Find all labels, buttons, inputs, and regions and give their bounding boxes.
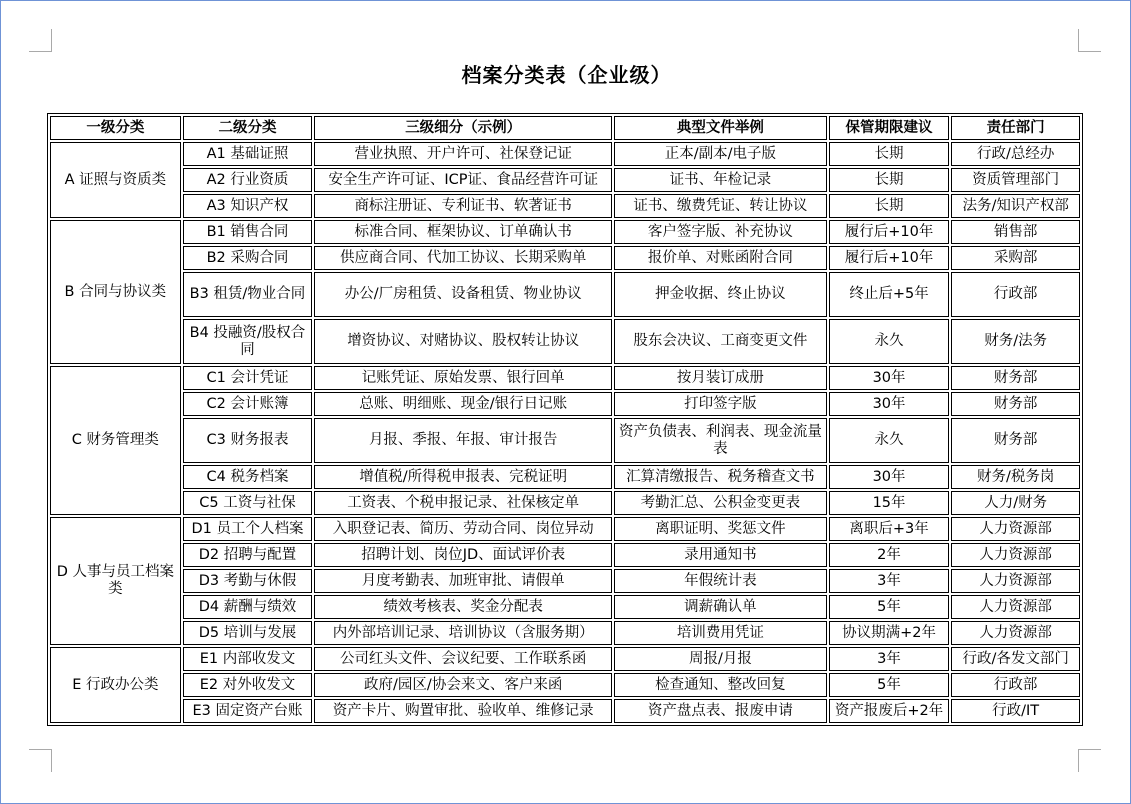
dept-cell: 人力资源部 [951, 543, 1080, 567]
detail-cell: 入职登记表、简历、劳动合同、岗位异动 [314, 517, 612, 541]
dept-cell: 法务/知识产权部 [951, 194, 1080, 218]
subcategory-cell: D4 薪酬与绩效 [183, 595, 313, 619]
detail-cell: 增值税/所得税申报表、完税证明 [314, 465, 612, 489]
table-row [50, 168, 1080, 192]
period-cell: 30年 [829, 366, 950, 390]
margin-mark-top-left [29, 29, 52, 52]
margin-mark-bottom-left [29, 749, 52, 772]
period-cell: 长期 [829, 194, 950, 218]
subcategory-cell: D5 培训与发展 [183, 621, 313, 645]
example-cell: 录用通知书 [614, 543, 827, 567]
table-row [50, 673, 1080, 697]
detail-cell: 政府/园区/协会来文、客户来函 [314, 673, 612, 697]
example-cell: 检查通知、整改回复 [614, 673, 827, 697]
table-row [50, 569, 1080, 593]
table-row [50, 699, 1080, 723]
subcategory-cell: B4 投融资/股权合同 [183, 319, 313, 364]
subcategory-cell: A1 基础证照 [183, 142, 313, 166]
example-cell: 资产盘点表、报废申请 [614, 699, 827, 723]
dept-cell: 人力资源部 [951, 595, 1080, 619]
dept-cell: 人力资源部 [951, 569, 1080, 593]
dept-cell: 财务部 [951, 392, 1080, 416]
table-row [50, 220, 1080, 244]
table-row [50, 543, 1080, 567]
period-cell: 5年 [829, 595, 950, 619]
dept-cell: 人力资源部 [951, 621, 1080, 645]
table-row [50, 366, 1080, 390]
document-title: 档案分类表（企业级） [461, 63, 672, 87]
subcategory-cell: A2 行业资质 [183, 168, 313, 192]
detail-cell: 标准合同、框架协议、订单确认书 [314, 220, 612, 244]
detail-cell: 营业执照、开户许可、社保登记证 [314, 142, 612, 166]
subcategory-cell: B3 租赁/物业合同 [183, 272, 313, 317]
detail-cell: 安全生产许可证、ICP证、食品经营许可证 [314, 168, 612, 192]
subcategory-cell: D2 招聘与配置 [183, 543, 313, 567]
period-cell: 履行后+10年 [829, 246, 950, 270]
table-row [50, 392, 1080, 416]
period-cell: 终止后+5年 [829, 272, 950, 317]
example-cell: 押金收据、终止协议 [614, 272, 827, 317]
period-cell: 3年 [829, 647, 950, 671]
subcategory-cell: A3 知识产权 [183, 194, 313, 218]
category-cell: C 财务管理类 [50, 366, 181, 515]
example-cell: 资产负债表、利润表、现金流量表 [614, 418, 827, 463]
detail-cell: 办公/厂房租赁、设备租赁、物业协议 [314, 272, 612, 317]
category-cell: E 行政办公类 [50, 647, 181, 723]
detail-cell: 供应商合同、代加工协议、长期采购单 [314, 246, 612, 270]
dept-cell: 财务/法务 [951, 319, 1080, 364]
table-row [50, 465, 1080, 489]
dept-cell: 销售部 [951, 220, 1080, 244]
period-cell: 30年 [829, 465, 950, 489]
example-cell: 打印签字版 [614, 392, 827, 416]
detail-cell: 月报、季报、年报、审计报告 [314, 418, 612, 463]
dept-cell: 行政/总经办 [951, 142, 1080, 166]
period-cell: 履行后+10年 [829, 220, 950, 244]
category-cell: D 人事与员工档案类 [50, 517, 181, 645]
example-cell: 年假统计表 [614, 569, 827, 593]
subcategory-cell: D1 员工个人档案 [183, 517, 313, 541]
period-cell: 30年 [829, 392, 950, 416]
table-row [50, 272, 1080, 317]
detail-cell: 增资协议、对赌协议、股权转让协议 [314, 319, 612, 364]
table-row [50, 418, 1080, 463]
period-cell: 5年 [829, 673, 950, 697]
dept-cell: 行政部 [951, 673, 1080, 697]
dept-cell: 采购部 [951, 246, 1080, 270]
subcategory-cell: B2 采购合同 [183, 246, 313, 270]
table-row [50, 194, 1080, 218]
table-row [50, 246, 1080, 270]
dept-cell: 财务/税务岗 [951, 465, 1080, 489]
example-cell: 客户签字版、补充协议 [614, 220, 827, 244]
table-header-row [50, 116, 1080, 140]
example-cell: 周报/月报 [614, 647, 827, 671]
example-cell: 汇算清缴报告、税务稽查文书 [614, 465, 827, 489]
margin-mark-top-right [1078, 29, 1101, 52]
table-row [50, 647, 1080, 671]
table-row [50, 517, 1080, 541]
header-cell: 责任部门 [951, 116, 1080, 140]
period-cell: 资产报废后+2年 [829, 699, 950, 723]
subcategory-cell: C4 税务档案 [183, 465, 313, 489]
detail-cell: 绩效考核表、奖金分配表 [314, 595, 612, 619]
header-cell: 保管期限建议 [829, 116, 950, 140]
archive-classification-table [47, 113, 1083, 726]
table-row [50, 142, 1080, 166]
example-cell: 证书、年检记录 [614, 168, 827, 192]
detail-cell: 内外部培训记录、培训协议（含服务期） [314, 621, 612, 645]
example-cell: 离职证明、奖惩文件 [614, 517, 827, 541]
detail-cell: 月度考勤表、加班审批、请假单 [314, 569, 612, 593]
period-cell: 协议期满+2年 [829, 621, 950, 645]
example-cell: 证书、缴费凭证、转让协议 [614, 194, 827, 218]
period-cell: 15年 [829, 491, 950, 515]
example-cell: 股东会决议、工商变更文件 [614, 319, 827, 364]
detail-cell: 招聘计划、岗位JD、面试评价表 [314, 543, 612, 567]
example-cell: 报价单、对账函附合同 [614, 246, 827, 270]
table-body [50, 142, 1080, 723]
period-cell: 长期 [829, 168, 950, 192]
detail-cell: 资产卡片、购置审批、验收单、维修记录 [314, 699, 612, 723]
example-cell: 考勤汇总、公积金变更表 [614, 491, 827, 515]
subcategory-cell: C5 工资与社保 [183, 491, 313, 515]
period-cell: 长期 [829, 142, 950, 166]
detail-cell: 商标注册证、专利证书、软著证书 [314, 194, 612, 218]
category-cell: B 合同与协议类 [50, 220, 181, 364]
subcategory-cell: E3 固定资产台账 [183, 699, 313, 723]
subcategory-cell: D3 考勤与休假 [183, 569, 313, 593]
dept-cell: 行政/IT [951, 699, 1080, 723]
category-cell: A 证照与资质类 [50, 142, 181, 218]
period-cell: 2年 [829, 543, 950, 567]
table-row [50, 595, 1080, 619]
margin-mark-bottom-right [1078, 749, 1101, 772]
period-cell: 永久 [829, 319, 950, 364]
subcategory-cell: E1 内部收发文 [183, 647, 313, 671]
dept-cell: 行政/各发文部门 [951, 647, 1080, 671]
subcategory-cell: C3 财务报表 [183, 418, 313, 463]
detail-cell: 总账、明细账、现金/银行日记账 [314, 392, 612, 416]
dept-cell: 人力资源部 [951, 517, 1080, 541]
table-row [50, 491, 1080, 515]
detail-cell: 公司红头文件、会议纪要、工作联系函 [314, 647, 612, 671]
period-cell: 永久 [829, 418, 950, 463]
table-row [50, 621, 1080, 645]
example-cell: 调薪确认单 [614, 595, 827, 619]
example-cell: 培训费用凭证 [614, 621, 827, 645]
header-cell: 一级分类 [50, 116, 181, 140]
subcategory-cell: C2 会计账簿 [183, 392, 313, 416]
header-cell: 典型文件举例 [614, 116, 827, 140]
period-cell: 离职后+3年 [829, 517, 950, 541]
header-cell: 二级分类 [183, 116, 313, 140]
detail-cell: 记账凭证、原始发票、银行回单 [314, 366, 612, 390]
dept-cell: 行政部 [951, 272, 1080, 317]
detail-cell: 工资表、个税申报记录、社保核定单 [314, 491, 612, 515]
header-cell: 三级细分（示例） [314, 116, 612, 140]
subcategory-cell: E2 对外收发文 [183, 673, 313, 697]
dept-cell: 人力/财务 [951, 491, 1080, 515]
dept-cell: 财务部 [951, 366, 1080, 390]
table-row [50, 319, 1080, 364]
example-cell: 按月装订成册 [614, 366, 827, 390]
period-cell: 3年 [829, 569, 950, 593]
dept-cell: 财务部 [951, 418, 1080, 463]
example-cell: 正本/副本/电子版 [614, 142, 827, 166]
subcategory-cell: C1 会计凭证 [183, 366, 313, 390]
dept-cell: 资质管理部门 [951, 168, 1080, 192]
subcategory-cell: B1 销售合同 [183, 220, 313, 244]
